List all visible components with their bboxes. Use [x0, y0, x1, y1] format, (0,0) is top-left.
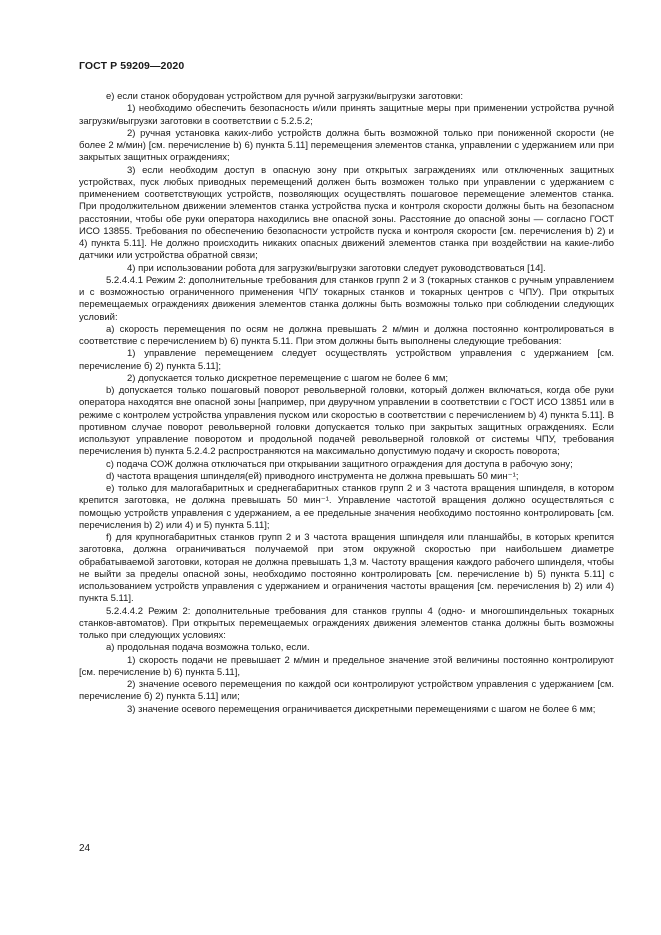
- page-number: 24: [79, 843, 91, 854]
- document-header: ГОСТ Р 59209—2020: [79, 60, 185, 72]
- paragraph: 3) если необходим доступ в опасную зону при открытых заграждениях или отключенных защитных устройствах, пуск любых приводных перемещений должен быть возможен только при управлении с удержанием с применением соответствующих устройств, позволяющих осуществлять пошаговое перемещение элементов станка. При продолжительном движении элементов станка устройства пуска и контроля скорости должны быть на безопасном расстоянии, чтобы обе руки оператора находились вне опасной зоны. Расстояние до опасной зоны — согласно ГОСТ ИСО 13855. Требования по обеспечению безопасности устройств пуска и контроля скорости [см. перечисления b) 2) и 4) пункта 5.11]. Не должно происходить никаких опасных движений элементов станка при воздействии на какие-либо датчики или устройства обратной связи;: [79, 164, 614, 262]
- paragraph: e) если станок оборудован устройством для ручной загрузки/выгрузки заготовки:: [106, 91, 463, 102]
- paragraph: 2) допускается только дискретное перемещение с шагом не более 6 мм;: [127, 372, 448, 384]
- paragraph: f) для крупногабаритных станков групп 2 и 3 частота вращения шпинделя или планшайбы, в которых крепится заготовка, должна ограничиваться получаемой при этом окружной скоростью при наибольшем диаметре обрабатываемой заготовки, которая не должна превышать 1,3 м. Частоту вращения каждого рабочего шпинделя, чтобы не выйти за пределы опасной зоны, необходимо постоянно контролировать [см. перечисление b) 5) пункта 5.11] с использованием устройств управления с удержанием и ограничения частоты вращения [см. перечисления b) 2) или 4) пункта 5.11].: [79, 532, 614, 605]
- paragraph: 1) управление перемещением следует осуществлять устройством управления с удержанием [см. перечисление б) 2) пункта 5.11];: [79, 348, 614, 372]
- paragraph: 1) необходимо обеспечить безопасность и/или принять защитные меры при применении устройства ручной загрузки/выгрузки заготовки в соответствии с 5.2.5.2;: [79, 103, 614, 127]
- paragraph: b) допускается только пошаговый поворот револьверной головки, который должен включаться, когда обе руки оператора находятся вне опасной зоны [например, при двуручном управлении в соответствии с ГОСТ ИСО 13851 или в режиме с контролем устройства управления пуском или скоростью в соответствии с перечислением b) 4) пункта 5.11]. В противном случае поворот револьверной головки допускается только при закрытых защитных ограждениях. Если используют управление поворотом и продольной подачей револьверной головкой от системы ЧПУ, требования перечисления b) пункта 5.2.4.2 распространяются на максимально допустимую подачу и скорость поворота;: [79, 385, 614, 458]
- paragraph: 3) значение осевого перемещения ограничивается дискретными перемещениями с шагом не более 6 мм;: [127, 703, 596, 715]
- paragraph: 5.2.4.4.2 Режим 2: дополнительные требования для станков группы 4 (одно- и многошпиндельных токарных станков-автоматов). При открытых перемещаемых ограждениях движения элементов станка должны быть возможны только при следующих условиях:: [79, 605, 614, 641]
- paragraph: 2) значение осевого перемещения по каждой оси контролируют устройством управления с удержанием [см. перечисление б) 2) пункта 5.11] или;: [79, 679, 614, 703]
- paragraph: 2) ручная установка каких-либо устройств должна быть возможной только при пониженной скорости (не более 2 м/мин) [см. перечисление b) 6) пункта 5.11] перемещения элементов станка, управлении с удержанием или при закрытых защитных ограждениях;: [79, 127, 614, 164]
- paragraph: a) скорость перемещения по осям не должна превышать 2 м/мин и должна постоянно контролироваться в соответствие с перечислением b) 6) пункта 5.11. При этом должны быть выполнены следующие требования:: [79, 323, 614, 347]
- paragraph: 1) скорость подачи не превышает 2 м/мин и предельное значение этой величины постоянно контролируют [см. перечисление b) 6) пункта 5.11],: [79, 654, 614, 678]
- paragraph: d) частота вращения шпинделя(ей) приводного инструмента не должна превышать 50 мин⁻¹;: [106, 470, 519, 482]
- paragraph: c) подача СОЖ должна отключаться при открывании защитного ограждения для доступа в рабочую зону;: [106, 458, 573, 470]
- paragraph: 4) при использовании робота для загрузки/выгрузки заготовки следует руководствоваться [14].: [127, 262, 546, 274]
- paragraph: 5.2.4.4.1 Режим 2: дополнительные требования для станков групп 2 и 3 (токарных станков с ручным управлением и с возможностью ограниченного применения ЧПУ токарных станков и токарных центров с ЧПУ). При открытых перемещаемых ограждениях движения элементов станка должны быть возможны только при соблюдении следующих условий:: [79, 274, 614, 323]
- paragraph: a) продольная подача возможна только, если.: [106, 642, 310, 654]
- document-body: [79, 91, 614, 716]
- paragraph: e) только для малогабаритных и среднегабаритных станков групп 2 и 3 частота вращения шпинделя, в котором крепится заготовка, не должна превышать 50 мин⁻¹. Управление частотой вращения должно осуществляться с помощью устройств управления с удержанием, а ее предельные значения необходимо постоянно контролировать [см. перечисления b) 2) или 4) и 5) пункта 5.11];: [79, 483, 614, 531]
